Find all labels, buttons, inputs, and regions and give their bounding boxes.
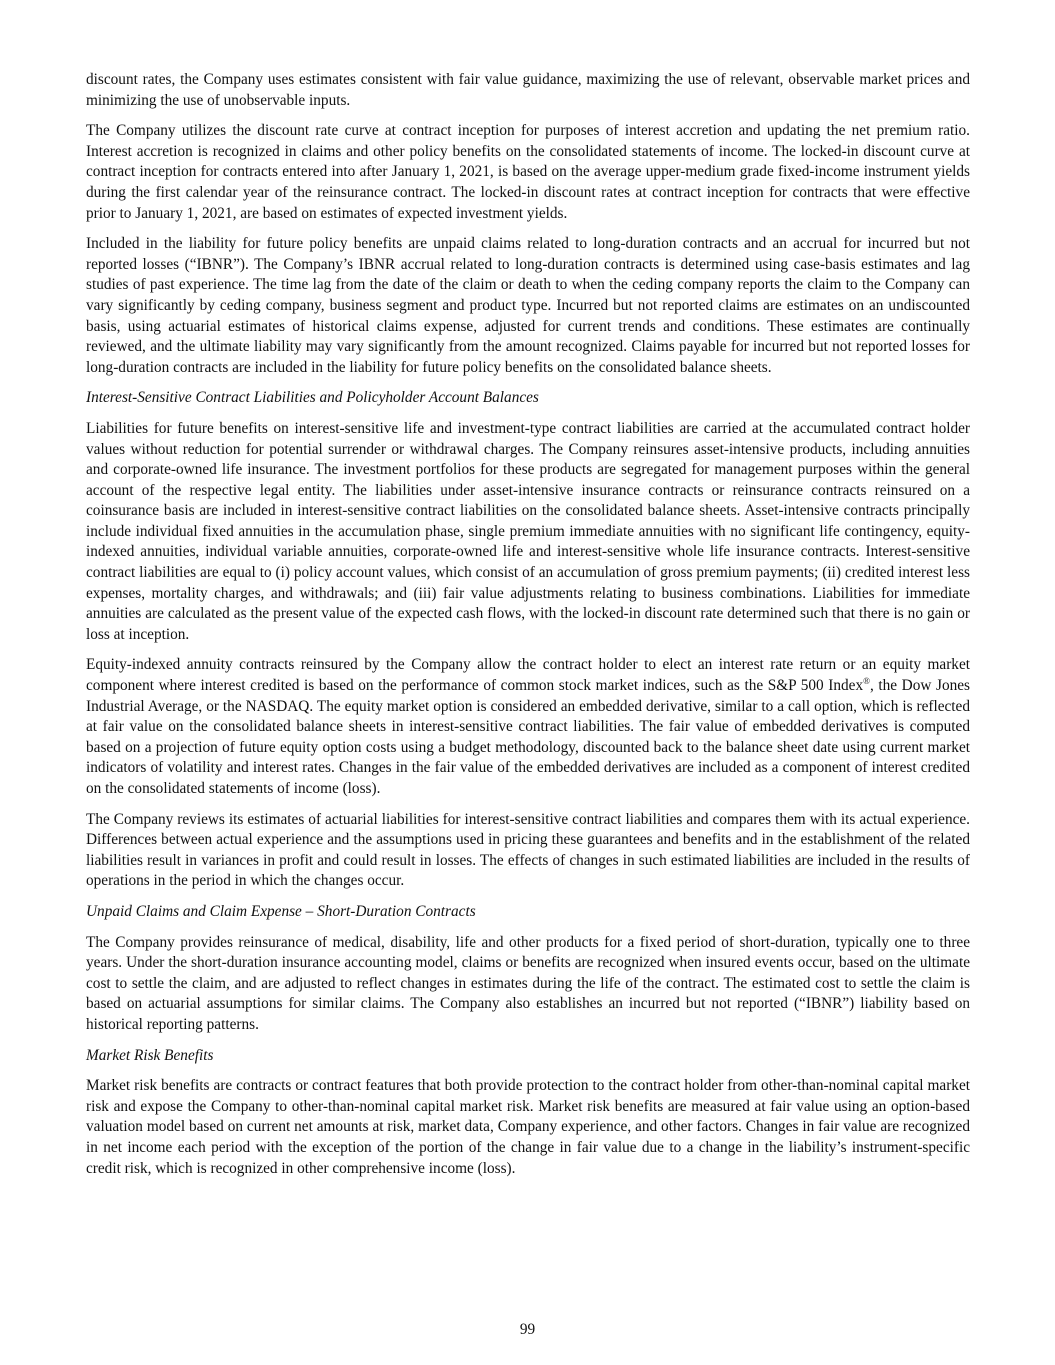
- page-number: 99: [519, 1321, 536, 1338]
- paragraph: The Company reviews its estimates of actuarial liabilities for interest-sensitive contract liabilities and compares them with its actual experience. Differences between actual experience and the assumptions used in pricing these guarantees and benefits and in the establishment of the related liabilities result in variances in profit and could result in losses. The effects of changes in such estimated liabilities are included in the results of operations in the period in which the changes occur.: [86, 810, 970, 890]
- paragraph-text: Equity-indexed annuity contracts reinsured by the Company allow the contract holder to elect an interest rate return or an equity market component where interest credited is based on the performance of common stock market indices, such as the S&P 500 Index: [86, 656, 970, 695]
- document-body: [86, 70, 970, 1189]
- paragraph: discount rates, the Company uses estimates consistent with fair value guidance, maximizing the use of relevant, observable market prices and minimizing the use of unobservable inputs.: [86, 71, 970, 109]
- paragraph-text: , the Dow Jones Industrial Average, or the NASDAQ. The equity market option is considered an embedded derivative, similar to a call option, which is reflected at fair value on the consolidated balance sheets in interest-sensitive contract liabilities. The fair value of embedded derivatives is computed based on a projection of future equity option costs using a budget methodology, discounted back to the balance sheet date using current market indicators of volatility and interest rates. Changes in the fair value of the embedded derivatives are included as a component of interest credited on the consolidated statements of income (loss).: [86, 677, 970, 797]
- registered-mark: ®: [863, 675, 870, 686]
- paragraph: The Company utilizes the discount rate curve at contract inception for purposes of interest accretion and updating the net premium ratio. Interest accretion is recognized in claims and other policy benefits on the consolidated statements of income. The locked-in discount curve at contract inception for contracts entered into after January 1, 2021, is based on the average upper-medium grade fixed-income instrument yields during the first calendar year of the reinsurance contract. The locked-in discount rates at contract inception for contracts that were effective prior to January 1, 2021, are based on estimates of expected investment yields.: [86, 122, 970, 222]
- paragraph: The Company provides reinsurance of medical, disability, life and other products for a fixed period of short-duration, typically one to three years. Under the short-duration insurance accounting model, claims or benefits are recognized when insured events occur, based on the ultimate cost to settle the claim, and are adjusted to reflect changes in estimates during the life of the contract. The estimated cost to settle the claim is based on actuarial assumptions for similar claims. The Company also establishes an incurred but not reported (“IBNR”) liability based on historical reporting patterns.: [86, 933, 970, 1033]
- section-heading: Market Risk Benefits: [86, 1046, 214, 1064]
- paragraph: Market risk benefits are contracts or contract features that both provide protection to the contract holder from other-than-nominal capital market risk and expose the Company to other-than-nominal capital market risk. Market risk benefits are measured at fair value using an option-based valuation model based on current net amounts at risk, market data, Company experience, and other factors. Changes in fair value are recognized in net income each period with the exception of the portion of the change in fair value due to a change in the liability’s instrument-specific credit risk, which is recognized in other comprehensive income (loss).: [86, 1077, 970, 1177]
- section-heading: Interest-Sensitive Contract Liabilities and Policyholder Account Balances: [86, 389, 539, 407]
- section-heading: Unpaid Claims and Claim Expense – Short-Duration Contracts: [86, 902, 476, 920]
- paragraph: Included in the liability for future policy benefits are unpaid claims related to long-duration contracts and an accrual for incurred but not reported losses (“IBNR”). The Company’s IBNR accrual related to long-duration contracts is determined using case-basis estimates and lag studies of past experience. The time lag from the date of the claim or death to when the ceding company reports the claim to the Company can vary significantly by ceding company, business segment and product type. Incurred but not reported claims are estimates on an undiscounted basis, using actuarial estimates of historical claims expense, adjusted for current trends and conditions. These estimates are continually reviewed, and the ultimate liability may vary significantly from the amount recognized. Claims payable for incurred but not reported losses for long-duration contracts are included in the liability for future policy benefits on the consolidated balance sheets.: [86, 235, 970, 376]
- paragraph: [86, 655, 970, 799]
- paragraph: Liabilities for future benefits on interest-sensitive life and investment-type contract liabilities are carried at the accumulated contract holder values without reduction for potential surrender or withdrawal charges. The Company reinsures asset-intensive products, including annuities and corporate-owned life insurance. The investment portfolios for these products are segregated for management purposes within the general account of the respective legal entity. The liabilities under asset-intensive insurance contracts or reinsurance contracts reinsured on a coinsurance basis are included in interest-sensitive contract liabilities on the consolidated balance sheets. Asset-intensive contracts principally include individual fixed annuities in the accumulation phase, single premium immediate annuities with no significant life contingency, equity-indexed annuities, individual variable annuities, corporate-owned life and interest-sensitive whole life insurance contracts. Interest-sensitive contract liabilities are equal to (i) policy account values, which consist of an accumulation of gross premium payments; (ii) credited interest less expenses, mortality charges, and withdrawals; and (iii) fair value adjustments relating to business combinations. Liabilities for immediate annuities are calculated as the present value of the expected cash flows, with the locked-in discount rate determined such that there is no gain or loss at inception.: [86, 419, 970, 643]
